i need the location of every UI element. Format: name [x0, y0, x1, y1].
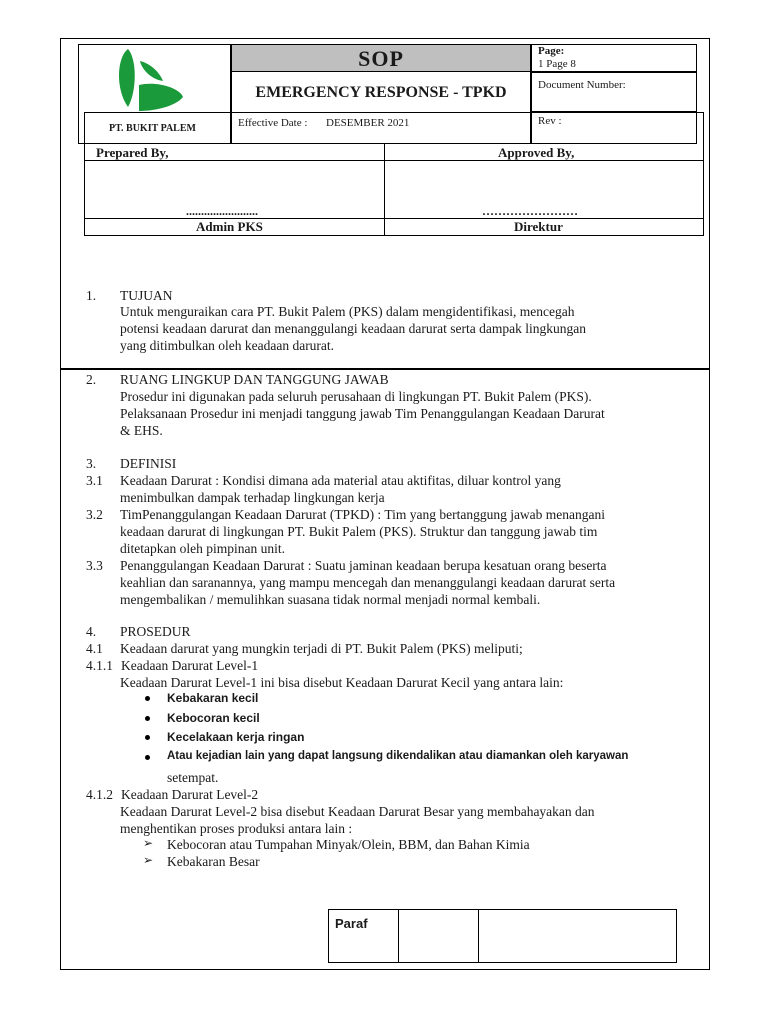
list-item: Kebocoran atau Tumpahan Minyak/Olein, BBM, dan Bahan Kimia	[167, 837, 530, 852]
effective-date-value: DESEMBER 2021	[326, 117, 410, 129]
section-number: 4.	[86, 624, 97, 639]
prepared-signature-line: ........................	[186, 204, 258, 218]
paragraph-line: menimbulkan dampak terhadap lingkungan kerja	[120, 490, 385, 505]
list-item: Kebocoran kecil	[167, 711, 260, 725]
list-item: Kecelakaan kerja ringan	[167, 730, 305, 744]
approved-name: Direktur	[514, 219, 563, 234]
page-label: Page:	[538, 45, 565, 57]
item-number: 4.1	[86, 641, 103, 656]
approved-signature-line: ……………………	[482, 204, 578, 218]
approval-divider-top	[84, 160, 704, 161]
item-number: 3.1	[86, 473, 103, 488]
paragraph-line: Keadaan Darurat : Kondisi dimana ada material atau aktifitas, diluar kontrol yang	[120, 473, 561, 488]
subsection-title: Keadaan Darurat Level-2	[121, 787, 259, 802]
bullet-icon	[145, 735, 150, 740]
document-subtitle: EMERGENCY RESPONSE - TPKD	[231, 72, 531, 112]
page-value: 1 Page 8	[538, 58, 576, 70]
arrow-bullet-icon: ➢	[143, 836, 154, 850]
paragraph-line: & EHS.	[120, 423, 163, 438]
paragraph-line: keahlian dan saranannya, yang mampu mencegah dan menanggulangi keadaan darurat serta	[120, 575, 616, 590]
prepared-name: Admin PKS	[196, 219, 263, 234]
paragraph-line: Prosedur ini digunakan pada seluruh perusahaan di lingkungan PT. Bukit Palem (PKS).	[120, 389, 592, 404]
prepared-by-label: Prepared By,	[96, 145, 169, 160]
approved-by-label: Approved By,	[498, 145, 575, 160]
effective-date-label: Effective Date :	[238, 117, 308, 129]
bullet-icon	[145, 755, 150, 760]
approval-divider-bottom	[84, 218, 704, 219]
company-name: PT. BUKIT PALEM	[109, 123, 196, 134]
item-number: 3.3	[86, 558, 103, 573]
list-item: Kebakaran kecil	[167, 691, 259, 705]
paraf-divider	[478, 909, 479, 963]
bullet-icon	[145, 716, 150, 721]
list-item-continuation: setempat.	[167, 770, 219, 785]
approval-divider-mid	[384, 144, 385, 236]
section-divider	[60, 368, 710, 370]
paragraph-line: ditetapkan oleh pimpinan unit.	[120, 541, 285, 556]
rev-label: Rev :	[538, 115, 562, 127]
paragraph-line: Keadaan darurat yang mungkin terjadi di PT. Bukit Palem (PKS) meliputi;	[120, 641, 523, 656]
paragraph-line: Untuk menguraikan cara PT. Bukit Palem (PKS) dalam mengidentifikasi, mencegah	[120, 304, 575, 319]
document-number-label: Document Number:	[538, 79, 626, 91]
list-item: Atau kejadian lain yang dapat langsung dikendalikan atau diamankan oleh karyawan	[167, 750, 629, 762]
page-cell	[531, 44, 697, 72]
paragraph-line: yang ditimbulkan oleh keadaan darurat.	[120, 338, 335, 353]
item-number: 4.1.2	[86, 787, 113, 802]
list-item: Kebakaran Besar	[167, 854, 260, 869]
paraf-table	[328, 909, 677, 963]
paragraph-line: Keadaan Darurat Level-1 ini bisa disebut Keadaan Darurat Kecil yang antara lain:	[120, 675, 564, 690]
paragraph-line: potensi keadaan darurat dan menanggulangi keadaan darurat serta dampak lingkungan	[120, 321, 586, 336]
arrow-bullet-icon: ➢	[143, 853, 154, 867]
paraf-divider	[398, 909, 399, 963]
section-title: RUANG LINGKUP DAN TANGGUNG JAWAB	[120, 372, 389, 387]
section-number: 2.	[86, 372, 97, 387]
bullet-icon	[145, 696, 150, 701]
paragraph-line: menghentikan proses produksi antara lain :	[120, 821, 353, 836]
section-number: 1.	[86, 288, 97, 303]
paragraph-line: Penanggulangan Keadaan Darurat : Suatu jaminan keadaan berupa kesatuan orang beserta	[120, 558, 607, 573]
item-number: 3.2	[86, 507, 103, 522]
paragraph-line: mengembalikan / memulihkan suasana tidak normal menjadi normal kembali.	[120, 592, 541, 607]
paragraph-line: Keadaan Darurat Level-2 bisa disebut Keadaan Darurat Besar yang membahayakan dan	[120, 804, 595, 819]
paragraph-line: TimPenanggulangan Keadaan Darurat (TPKD) : Tim yang bertanggung jawab menangani	[120, 507, 606, 522]
document-number-cell	[531, 72, 697, 112]
section-number: 3.	[86, 456, 97, 471]
item-number: 4.1.1	[86, 658, 113, 673]
section-title: TUJUAN	[120, 288, 173, 303]
paragraph-line: keadaan darurat di lingkungan PT. Bukit Palem (PKS). Struktur dan tanggung jawab tim	[120, 524, 598, 539]
paraf-label: Paraf	[335, 916, 368, 931]
section-title: PROSEDUR	[120, 624, 191, 639]
section-title: DEFINISI	[120, 456, 177, 471]
subsection-title: Keadaan Darurat Level-1	[121, 658, 259, 673]
page-title: SOP	[231, 44, 531, 72]
paragraph-line: Pelaksanaan Prosedur ini menjadi tanggung jawab Tim Penanggulangan Keadaan Darurat	[120, 406, 605, 421]
